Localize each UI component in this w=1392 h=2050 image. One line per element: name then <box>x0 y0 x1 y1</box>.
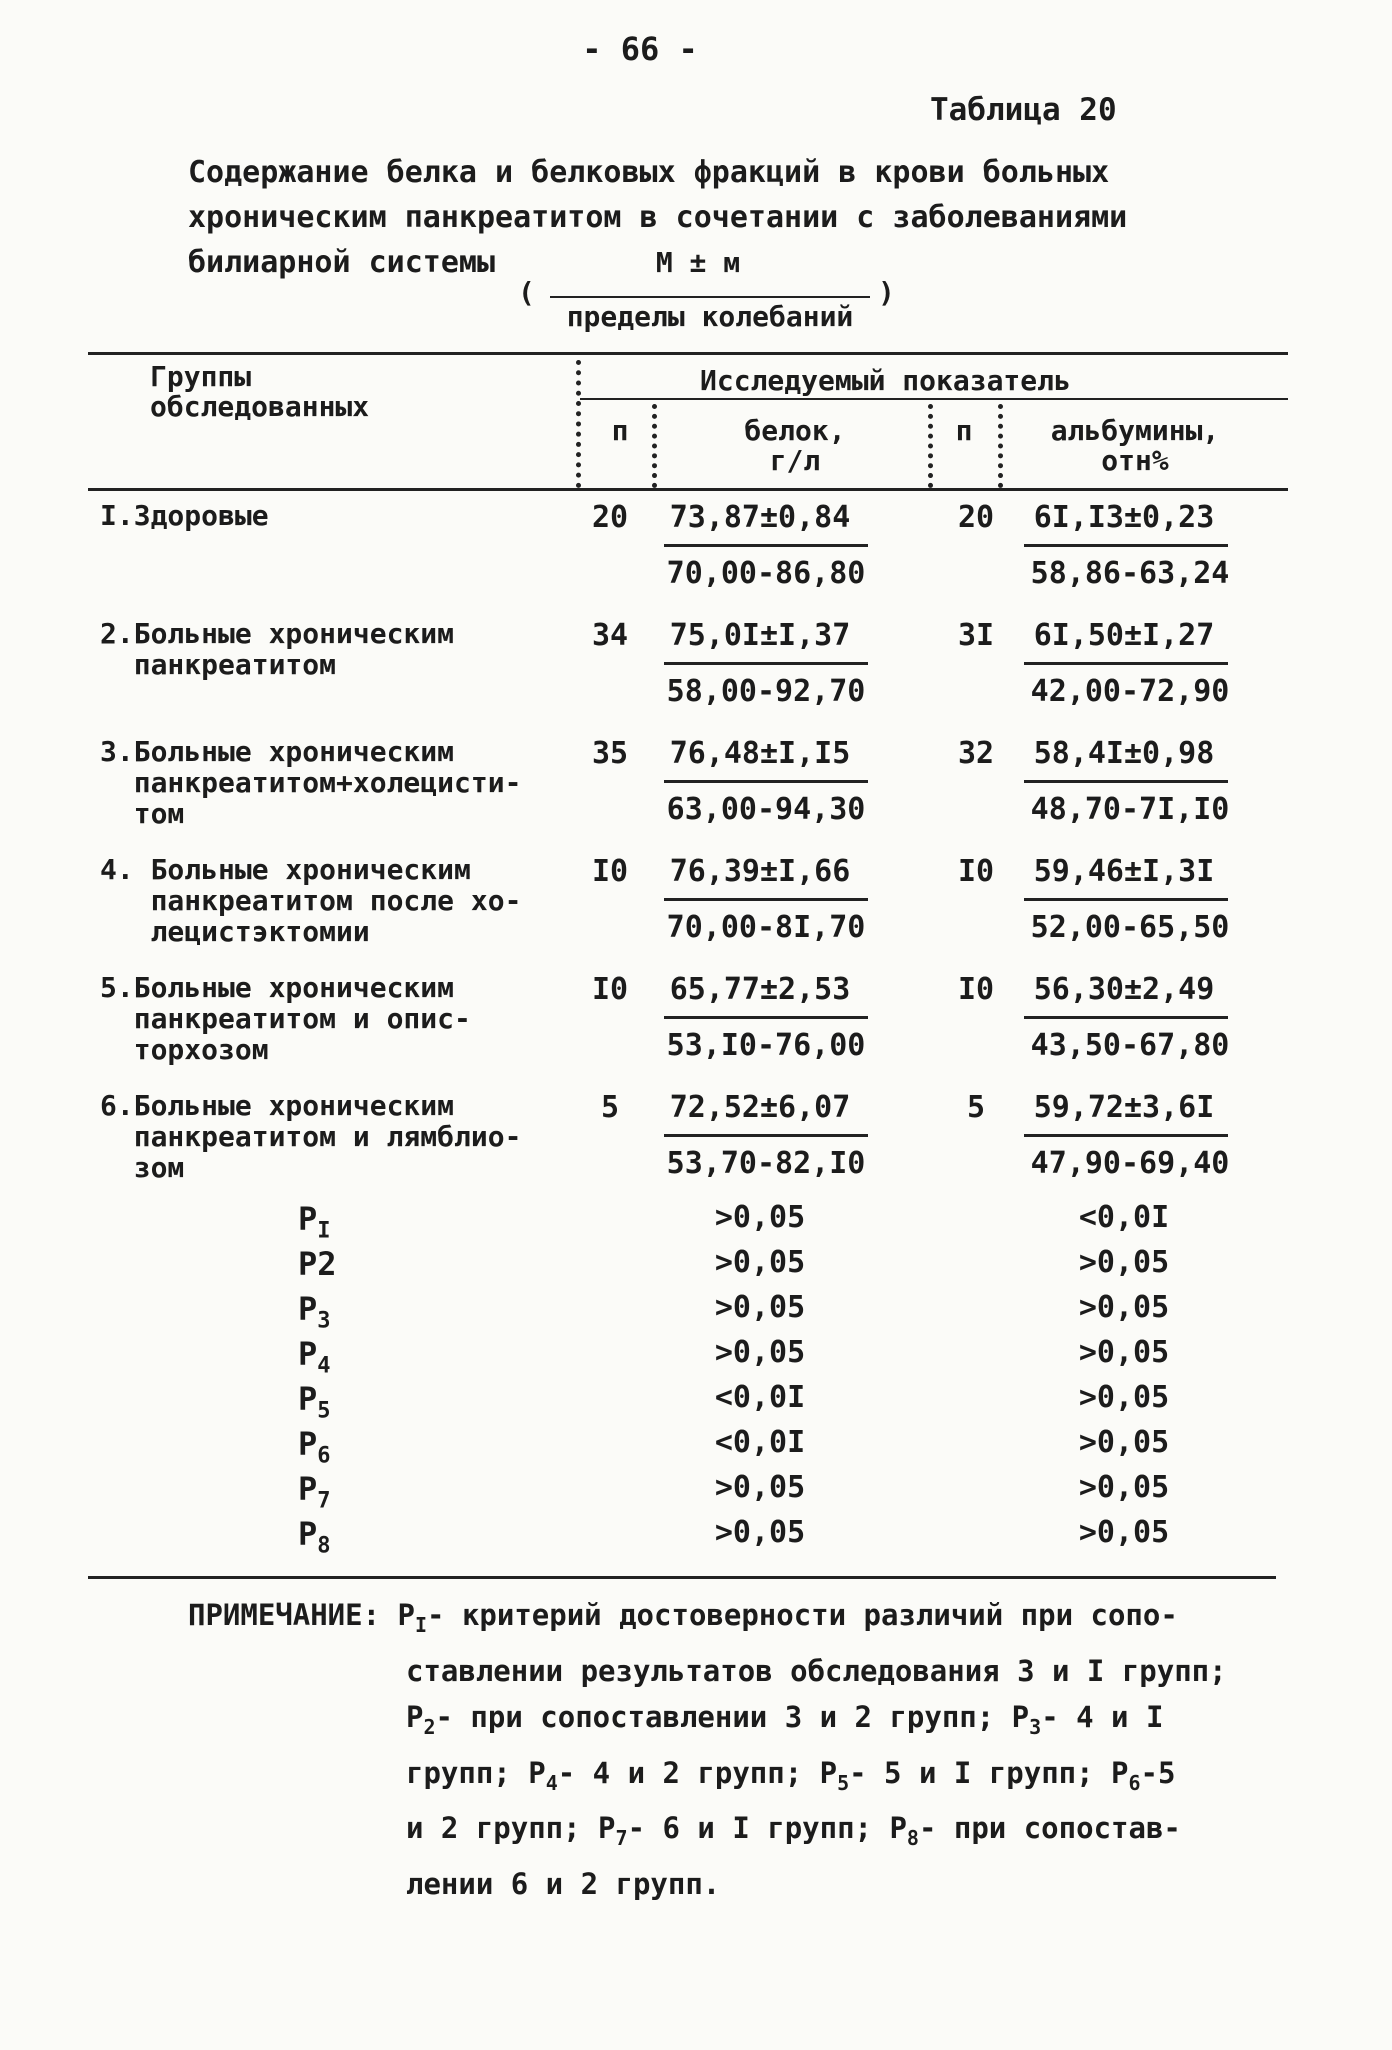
p-label <box>298 1335 378 1378</box>
formula-numerator: M ± м <box>655 246 741 279</box>
protein-range-cell: 63,00-94,30 <box>666 792 866 827</box>
n1-cell: 35 <box>591 736 629 771</box>
p-albumin-cell: >0,05 <box>1078 1470 1170 1505</box>
p-label <box>298 1515 378 1558</box>
protein-range-cell: 70,00-8I,70 <box>666 910 866 945</box>
n2-cell: 20 <box>957 500 995 535</box>
albumin-range-cell: 48,70-7I,I0 <box>1030 792 1230 827</box>
footnote-text: -5 <box>1140 1755 1176 1790</box>
p-subscript: 5 <box>837 1770 850 1795</box>
group-label-line: 2.Больные хроническим <box>100 617 455 650</box>
footnote-text: - при сопостав- <box>918 1811 1181 1846</box>
group-label-line: панкреатитом+холецисти- <box>100 766 522 799</box>
table-label: Таблица 20 <box>930 92 1117 128</box>
albumin-mean-cell: 56,30±2,49 <box>1033 972 1215 1007</box>
group-label-line: том <box>100 797 185 830</box>
fraction-bar <box>664 780 868 783</box>
p-symbol: P <box>406 1699 424 1734</box>
p-protein-cell: >0,05 <box>714 1290 806 1325</box>
p-subscript: 5 <box>317 1398 331 1424</box>
group-label-line: панкреатитом и лямблио- <box>100 1120 522 1153</box>
formula-close-paren: ) <box>878 276 895 309</box>
footnote-text: и 2 групп; P <box>406 1811 616 1846</box>
p-protein-cell: <0,0I <box>714 1380 806 1415</box>
protein-range-cell: 53,I0-76,00 <box>666 1028 866 1063</box>
p-symbol: P <box>298 1470 318 1508</box>
group-label-line: I.Здоровые <box>100 499 269 532</box>
footnote-line <box>188 1592 1288 1648</box>
formula-denominator: пределы колебаний <box>550 296 870 333</box>
group-label-line: панкреатитом после хо- <box>100 884 522 917</box>
p-label <box>298 1290 378 1333</box>
p-albumin-cell: >0,05 <box>1078 1425 1170 1460</box>
p-protein-cell: >0,05 <box>714 1335 806 1370</box>
footnote-line <box>188 1694 1288 1750</box>
header-bottom-rule <box>88 488 1288 491</box>
protein-mean-cell: 76,39±I,66 <box>669 854 851 889</box>
p-symbol: P <box>298 1380 318 1418</box>
footnote-text: групп; P <box>406 1755 546 1790</box>
footnote-text: - 4 и I <box>1041 1699 1164 1734</box>
column-divider <box>576 360 581 488</box>
group-label-line: 6.Больные хроническим <box>100 1089 455 1122</box>
n1-header: п <box>611 414 629 447</box>
n2-cell: 3I <box>957 618 995 653</box>
fraction-bar <box>1024 1134 1228 1137</box>
p-albumin-cell: >0,05 <box>1078 1335 1170 1370</box>
fraction-bar <box>1024 544 1228 547</box>
p-symbol: P <box>298 1200 318 1238</box>
p-subscript: 6 <box>317 1443 331 1469</box>
p-subscript: I <box>415 1612 428 1637</box>
group-label-line: торхозом <box>100 1033 269 1066</box>
indicator-header: Исследуемый показатель <box>700 364 1071 397</box>
n1-cell: I0 <box>591 972 629 1007</box>
p-symbol: P <box>298 1335 318 1373</box>
page-number: - 66 - <box>582 30 698 68</box>
group-label <box>100 854 521 947</box>
n2-cell: 32 <box>957 736 995 771</box>
footnote-label: ПРИМЕЧАНИЕ: <box>188 1598 381 1632</box>
p-protein-cell: >0,05 <box>714 1470 806 1505</box>
p-label <box>298 1425 378 1468</box>
footnote-text: - при сопоставлении 3 и 2 групп; P <box>435 1699 1030 1734</box>
albumin-mean-cell: 59,72±3,6I <box>1033 1090 1215 1125</box>
albumin-mean-cell: 59,46±I,3I <box>1033 854 1215 889</box>
p-subscript: 7 <box>317 1488 331 1514</box>
albumin-mean-cell: 6I,50±I,27 <box>1033 618 1215 653</box>
group-label-line: панкреатитом и опис- <box>100 1002 471 1035</box>
p-protein-cell: >0,05 <box>714 1245 806 1280</box>
formula-open-paren: ( <box>518 276 535 309</box>
protein-range-cell: 70,00-86,80 <box>666 556 866 591</box>
group-label-line: 4. Больные хроническим <box>100 853 471 886</box>
protein-header-line: белок, <box>744 414 846 447</box>
p-albumin-cell: >0,05 <box>1078 1245 1170 1280</box>
albumin-range-cell: 42,00-72,90 <box>1030 674 1230 709</box>
fraction-bar <box>1024 662 1228 665</box>
p-protein-cell: >0,05 <box>714 1200 806 1235</box>
albumin-range-cell: 52,00-65,50 <box>1030 910 1230 945</box>
p-albumin-cell: <0,0I <box>1078 1200 1170 1235</box>
n2-cell: I0 <box>957 972 995 1007</box>
table-top-rule <box>88 352 1288 355</box>
p-subscript: 7 <box>615 1826 628 1851</box>
footnote-line <box>188 1648 1288 1694</box>
protein-header-line: г/л <box>769 444 821 477</box>
n2-cell: I0 <box>957 854 995 889</box>
n1-cell: I0 <box>591 854 629 889</box>
group-label <box>100 1090 521 1183</box>
n1-cell: 5 <box>600 1090 620 1125</box>
column-divider <box>652 404 657 488</box>
albumin-header-line: альбумины, <box>1050 414 1220 447</box>
p-albumin-cell: >0,05 <box>1078 1515 1170 1550</box>
albumin-range-cell: 47,90-69,40 <box>1030 1146 1230 1181</box>
groups-header <box>150 362 369 422</box>
n2-cell: 5 <box>966 1090 986 1125</box>
p-albumin-cell: >0,05 <box>1078 1290 1170 1325</box>
column-divider <box>928 404 933 488</box>
albumin-header <box>1010 416 1260 476</box>
group-label-line: 5.Больные хроническим <box>100 971 455 1004</box>
footnote-line <box>188 1750 1288 1806</box>
fraction-bar <box>1024 780 1228 783</box>
fraction-bar <box>664 662 868 665</box>
footnote-text: - 6 и I групп; P <box>627 1811 907 1846</box>
group-label <box>100 736 521 829</box>
fraction-bar <box>664 1134 868 1137</box>
protein-mean-cell: 73,87±0,84 <box>669 500 851 535</box>
p-label <box>298 1470 378 1513</box>
p-symbol: P2 <box>298 1245 337 1283</box>
p-protein-cell: <0,0I <box>714 1425 806 1460</box>
n1-cell: 34 <box>591 618 629 653</box>
p-subscript: I <box>317 1218 331 1244</box>
p-subscript: 3 <box>317 1308 331 1334</box>
p-label <box>298 1245 378 1288</box>
protein-mean-cell: 76,48±I,I5 <box>669 736 851 771</box>
group-label-line: зом <box>100 1151 185 1184</box>
p-albumin-cell: >0,05 <box>1078 1380 1170 1415</box>
fraction-bar <box>1024 1016 1228 1019</box>
albumin-range-cell: 58,86-63,24 <box>1030 556 1230 591</box>
title-line: Содержание белка и белковых фракций в крови больных <box>188 155 1110 190</box>
albumin-header-line: отн% <box>1101 444 1169 477</box>
p-symbol: P <box>298 1425 318 1463</box>
groups-header-line: обследованных <box>150 390 370 423</box>
protein-header <box>680 416 910 476</box>
p-label <box>298 1380 378 1423</box>
title-line: хроническим панкреатитом в сочетании с заболеваниями <box>188 200 1128 235</box>
albumin-mean-cell: 58,4I±0,98 <box>1033 736 1215 771</box>
group-label-line: лецистэктомии <box>100 915 370 948</box>
footnote-text: - критерий достоверности различий при сопо- <box>427 1598 1178 1632</box>
p-symbol: P <box>298 1515 318 1553</box>
albumin-range-cell: 43,50-67,80 <box>1030 1028 1230 1063</box>
p-subscript: 4 <box>317 1353 331 1379</box>
footnote-text: лении 6 и 2 групп. <box>406 1867 721 1902</box>
footnote-line <box>188 1805 1288 1861</box>
table-bottom-rule <box>88 1576 1276 1579</box>
group-label <box>100 618 454 680</box>
p-subscript: 6 <box>1128 1770 1141 1795</box>
p-protein-cell: >0,05 <box>714 1515 806 1550</box>
footnote-line <box>188 1861 1288 1907</box>
protein-mean-cell: 72,52±6,07 <box>669 1090 851 1125</box>
protein-mean-cell: 75,0I±I,37 <box>669 618 851 653</box>
footnote <box>188 1592 1288 1907</box>
p-subscript: 8 <box>906 1826 919 1851</box>
n2-header: п <box>955 414 973 447</box>
p-label <box>298 1200 378 1243</box>
p-subscript: 8 <box>317 1533 331 1559</box>
albumin-mean-cell: 6I,I3±0,23 <box>1033 500 1215 535</box>
protein-mean-cell: 65,77±2,53 <box>669 972 851 1007</box>
p-subscript: 3 <box>1029 1714 1042 1739</box>
fraction-bar <box>664 1016 868 1019</box>
p-symbol: P <box>298 1290 318 1328</box>
protein-range-cell: 58,00-92,70 <box>666 674 866 709</box>
indicator-underline <box>580 398 1288 400</box>
fraction-bar <box>664 544 868 547</box>
footnote-text: - 5 и I групп; P <box>849 1755 1129 1790</box>
group-label-line: панкреатитом <box>100 648 337 681</box>
group-label <box>100 500 269 531</box>
fraction-bar <box>1024 898 1228 901</box>
groups-header-line: Группы <box>150 360 252 393</box>
footnote-text: ставлении результатов обследования 3 и I групп; <box>406 1653 1227 1688</box>
title-line: билиарной системы <box>188 245 496 280</box>
group-label <box>100 972 471 1065</box>
protein-range-cell: 53,70-82,I0 <box>666 1146 866 1181</box>
footnote-text: - 4 и 2 групп; P <box>557 1755 838 1790</box>
column-divider <box>998 404 1003 488</box>
p-subscript: 4 <box>545 1770 558 1795</box>
fraction-bar <box>664 898 868 901</box>
n1-cell: 20 <box>591 500 629 535</box>
p-subscript: 2 <box>423 1714 436 1739</box>
group-label-line: 3.Больные хроническим <box>100 735 455 768</box>
p-symbol: P <box>397 1598 415 1632</box>
